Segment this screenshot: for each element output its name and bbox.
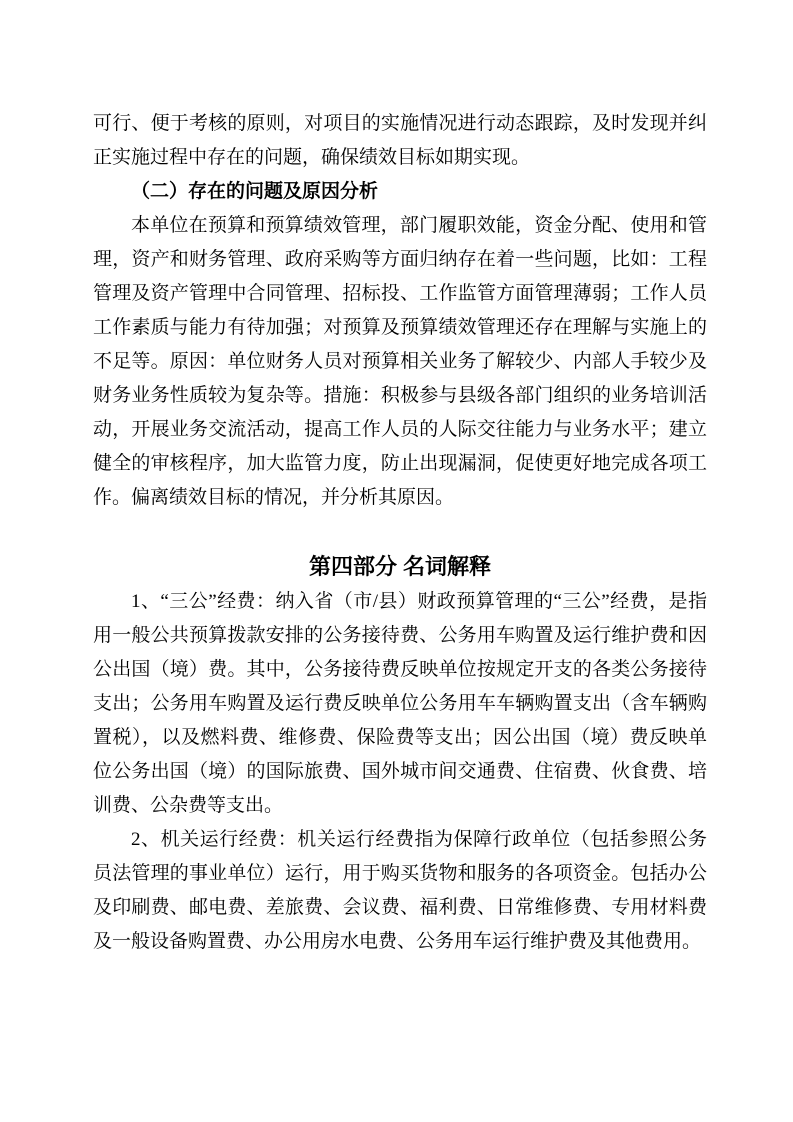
subheading-problems-and-cause-analysis: （二）存在的问题及原因分析 (131, 181, 379, 202)
paragraph-term-sangong-funds: 1、“三公”经费：纳入省（市/县）财政预算管理的“三公”经费，是指用一般公共预算拨款安排的公务接待费、公务用车购置及运行维护费和因公出国（境）费。其中，公务接待费反映单位按规定开支的各类公务接待支出；公务用车购置及运行费反映单位公务用车车辆购置支出（含车辆购置税），以及燃料费、维修费、保险费等支出；因公出国（境）费反映单位公务出国（境）的国际旅费、国外城市间交通费、住宿费、伙食费、培训费、公杂费等支出。 (93, 591, 707, 816)
paragraph-problems-and-measures: 本单位在预算和预算绩效管理，部门履职效能，资金分配、使用和管理，资产和财务管理、政府采购等方面归纳存在着一些问题，比如：工程管理及资产管理中合同管理、招标投、工作监管方面管理薄弱；工作人员工作素质与能力有待加强；对预算及预算绩效管理还存在理解与实施上的不足等。原因：单位财务人员对预算相关业务了解较少、内部人手较少及财务业务性质较为复杂等。措施：积极参与县级各部门组织的业务培训活动，开展业务交流活动，提高工作人员的人际交往能力与业务水平；建立健全的审核程序，加大监管力度，防止出现漏洞，促使更好地完成各项工作。偏离绩效目标的情况，并分析其原因。 (93, 215, 707, 508)
heading-part-four-glossary: 第四部分 名词解释 (308, 554, 492, 579)
paragraph-term-operating-funds: 2、机关运行经费：机关运行经费指为保障行政单位（包括参照公务员法管理的事业单位）运行，用于购买货物和服务的各项资金。包括办公及印刷费、邮电费、差旅费、会议费、福利费、日常维修费、专用材料费及一般设备购置费、办公用房水电费、公务用车运行维护费及其他费用。 (93, 829, 707, 952)
paragraph-goal-tracking-continuation: 可行、便于考核的原则，对项目的实施情况进行动态跟踪，及时发现并纠正实施过程中存在的问题，确保绩效目标如期实现。 (93, 113, 707, 168)
